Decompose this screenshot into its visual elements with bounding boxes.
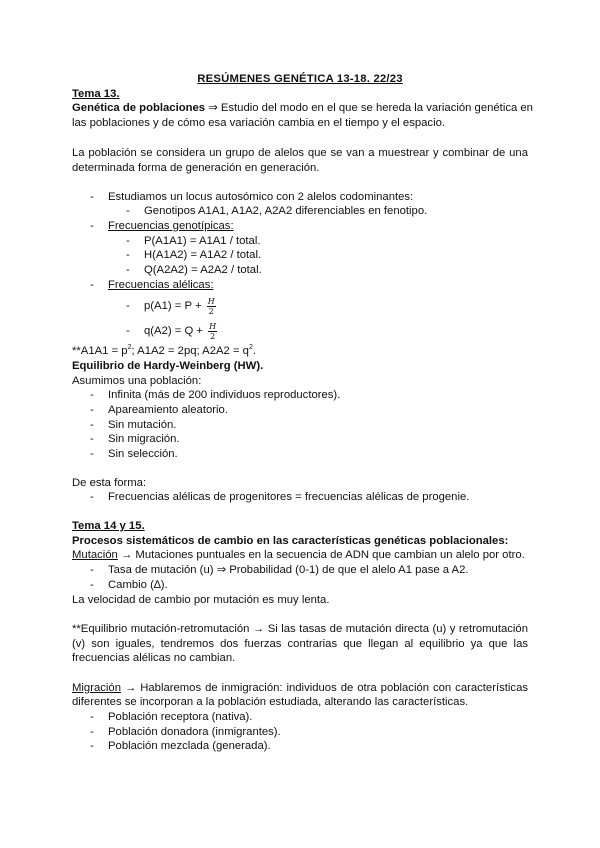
- q-formula-text: q(A2) = Q +: [144, 325, 207, 337]
- genetica-label: Genética de poblaciones: [72, 102, 206, 114]
- dash: -: [126, 325, 130, 337]
- fraction-numerator: H: [209, 321, 217, 331]
- poblacion-line-2: determinada forma de generación en generación.: [72, 162, 320, 174]
- frec-gen-item: Q(A2A2) = A2A2 / total.: [144, 264, 262, 276]
- mig-item: Población mezclada (generada).: [108, 740, 271, 752]
- dash: -: [90, 433, 94, 445]
- superscript: 2: [248, 344, 253, 352]
- migracion-def-1: → Hablaremos de inmigración: individuos de otra población con características: [120, 682, 528, 694]
- hw-item: Sin selección.: [108, 448, 178, 460]
- dash: -: [90, 448, 94, 460]
- dash: -: [126, 205, 130, 217]
- dash: -: [126, 300, 130, 312]
- dash: -: [126, 264, 130, 276]
- dash: -: [90, 389, 94, 401]
- hw-item: Infinita (más de 200 individuos reproductores).: [108, 389, 341, 401]
- frec-progenie-text: Frecuencias alélicas de progenitores = frecuencias alélicas de progenie.: [108, 491, 470, 503]
- asumimos-text: Asumimos una población:: [72, 375, 202, 387]
- dash: -: [126, 249, 130, 261]
- dash: -: [90, 404, 94, 416]
- mig-item: Población receptora (nativa).: [108, 711, 253, 723]
- mutacion-label: Mutación: [72, 549, 118, 561]
- hw-item: Sin mutación.: [108, 419, 177, 431]
- dash: -: [90, 564, 94, 576]
- genetica-line-1: [72, 101, 533, 115]
- document-title: RESÚMENES GENÉTICA 13-18. 22/23: [197, 73, 403, 85]
- tema13-heading: Tema 13.: [72, 88, 120, 100]
- hw-item: Apareamiento aleatorio.: [108, 404, 228, 416]
- fraction-denominator: 2: [208, 306, 214, 316]
- dash: -: [90, 191, 94, 203]
- dash: -: [90, 726, 94, 738]
- fraction-numerator: H: [207, 296, 215, 306]
- frec-gen-item: P(A1A1) = A1A1 / total.: [144, 235, 261, 247]
- h-over-2-fraction: [207, 297, 216, 316]
- mut-item: Tasa de mutación (u) ⇒ Probabilidad (0-1) de que el alelo A1 pase a A2.: [108, 564, 469, 576]
- equilibrio-line-3: frecuencias alélicas no cambian.: [72, 652, 236, 664]
- p-formula: [144, 294, 600, 318]
- hw-note-c: .: [252, 345, 257, 357]
- dash: -: [90, 491, 94, 503]
- h-over-2-fraction: [208, 322, 217, 341]
- mig-item: Población donadora (inmigrantes).: [108, 726, 281, 738]
- dash: -: [126, 235, 130, 247]
- poblacion-line-1: La población se considera un grupo de alelos que se van a muestrear y combinar de una: [72, 147, 528, 159]
- procesos-heading: Procesos sistemáticos de cambio en las características genéticas poblacionales:: [72, 535, 509, 547]
- de-esta-forma-text: De esta forma:: [72, 477, 147, 489]
- hw-item: Sin migración.: [108, 433, 180, 445]
- dash: -: [90, 220, 94, 232]
- frec-alelicas-label: Frecuencias alélicas:: [108, 279, 214, 291]
- frec-gen-item: H(A1A2) = A1A2 / total.: [144, 249, 262, 261]
- tema14-heading: Tema 14 y 15.: [72, 520, 145, 532]
- migracion-line-1: [72, 681, 528, 695]
- migracion-line-2: diferentes se incorporan a la población estudiada, alterando las características.: [72, 696, 469, 708]
- hw-heading: Equilibrio de Hardy-Weinberg (HW).: [72, 360, 264, 372]
- dash: -: [90, 711, 94, 723]
- equilibrio-line-1: **Equilibrio mutación-retromutación → Si las tasas de mutación directa (u) y retromutación: [72, 623, 528, 635]
- genotipos-text: Genotipos A1A1, A1A2, A2A2 diferenciables en fenotipo.: [144, 205, 428, 217]
- dash: -: [90, 579, 94, 591]
- genetica-def-1: ⇒ Estudio del modo en el que se hereda la variación genética en: [205, 102, 533, 114]
- hw-note-a: **A1A1 = p: [72, 345, 128, 357]
- locus-text: Estudiamos un locus autosómico con 2 alelos codominantes:: [108, 191, 414, 203]
- dash: -: [90, 740, 94, 752]
- mut-item: Cambio (∆).: [108, 579, 168, 591]
- superscript: 2: [127, 344, 132, 352]
- p-formula-text: p(A1) = P +: [144, 300, 205, 312]
- dash: -: [90, 419, 94, 431]
- hw-note: [72, 344, 528, 358]
- fraction-denominator: 2: [210, 331, 216, 341]
- migracion-label: Migración: [72, 682, 121, 694]
- frec-genotipicas-label: Frecuencias genotípicas:: [108, 220, 234, 232]
- mutacion-line: [72, 548, 528, 562]
- mutacion-def: → Mutaciones puntuales en la secuencia de ADN que cambian un alelo por otro.: [117, 549, 525, 561]
- velocidad-text: La velocidad de cambio por mutación es muy lenta.: [72, 594, 330, 606]
- dash: -: [90, 279, 94, 291]
- genetica-line-2: las poblaciones y de cómo esa variación cambia en el tiempo y el espacio.: [72, 117, 446, 129]
- hw-note-b: ; A1A2 = 2pq; A2A2 = q: [131, 345, 249, 357]
- q-formula: [144, 319, 600, 343]
- equilibrio-line-2: (v) son iguales, tendremos dos fuerzas contrarias que llegan al equilibrio ya que las: [72, 638, 528, 650]
